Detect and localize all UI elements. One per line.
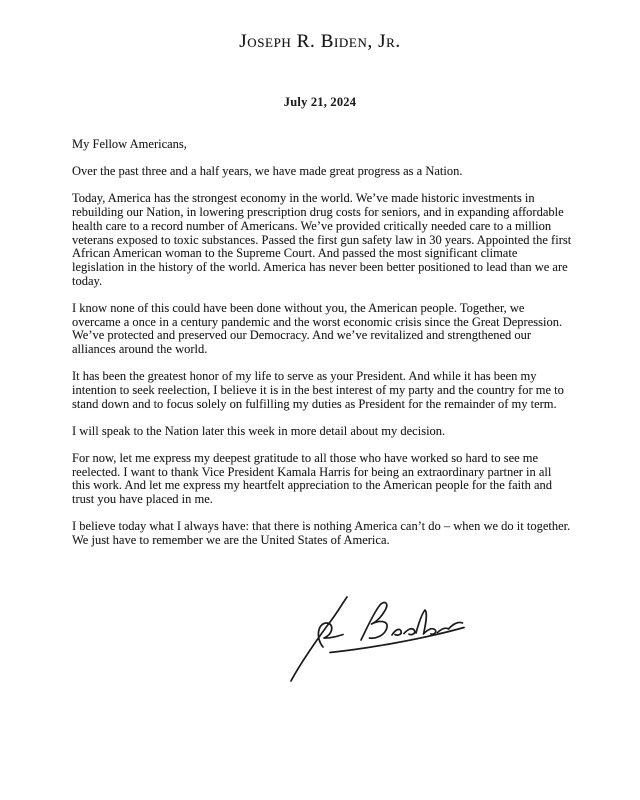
letter-paragraph: It has been the greatest honor of my life to serve as your President. And while it has been my intention to seek reelection, I believe it is in the best interest of my party and the country for me to stand down and to focus solely on fulfilling my duties as President for the remainder of my term.	[72, 369, 564, 411]
letterhead-name: Joseph R. Biden, Jr.	[239, 31, 401, 52]
letter-paragraph: I believe today what I always have: that there is nothing America can’t do – when we do it together. We just have to remember we are the United States of America.	[72, 519, 571, 547]
letter-paragraph: Today, America has the strongest economy in the world. We’ve made historic investments in rebuilding our Nation, in lowering prescription drug costs for seniors, and in expanding affordable health care to a record number of Americans. We’ve provided critically needed care to a million veterans exposed to toxic substances. Passed the first gun safety law in 30 years. Appointed the first African American woman to the Supreme Court. And passed the most significant climate legislation in the history of the world. America has never been better positioned to lead than we are today.	[72, 191, 572, 288]
letter-paragraph: For now, let me express my deepest gratitude to all those who have worked so hard to see me reelected. I want to thank Vice President Kamala Harris for being an extraordinary partner in all this work. And let me express my heartfelt appreciation to the American people for the faith and trust you have placed in me.	[72, 450, 553, 507]
letter-date: July 21, 2024	[283, 95, 357, 109]
letter-paragraph: Over the past three and a half years, we have made great progress as a Nation.	[72, 164, 463, 179]
signature-icon	[234, 594, 484, 694]
letter-paragraphs	[72, 165, 572, 547]
salutation: My Fellow Americans,	[72, 137, 187, 151]
signature-area	[234, 594, 484, 694]
letter-paragraph: I know none of this could have been done without you, the American people. Together, we overcame a once in a century pandemic and the worst economic crisis since the Great Depression. We’ve protected and preserved our Democracy. And we’ve revitalized and strengthened our alliances around the world.	[72, 300, 563, 356]
letter-body	[72, 138, 572, 561]
letter-paragraph: I will speak to the Nation later this week in more detail about my decision.	[72, 423, 446, 438]
